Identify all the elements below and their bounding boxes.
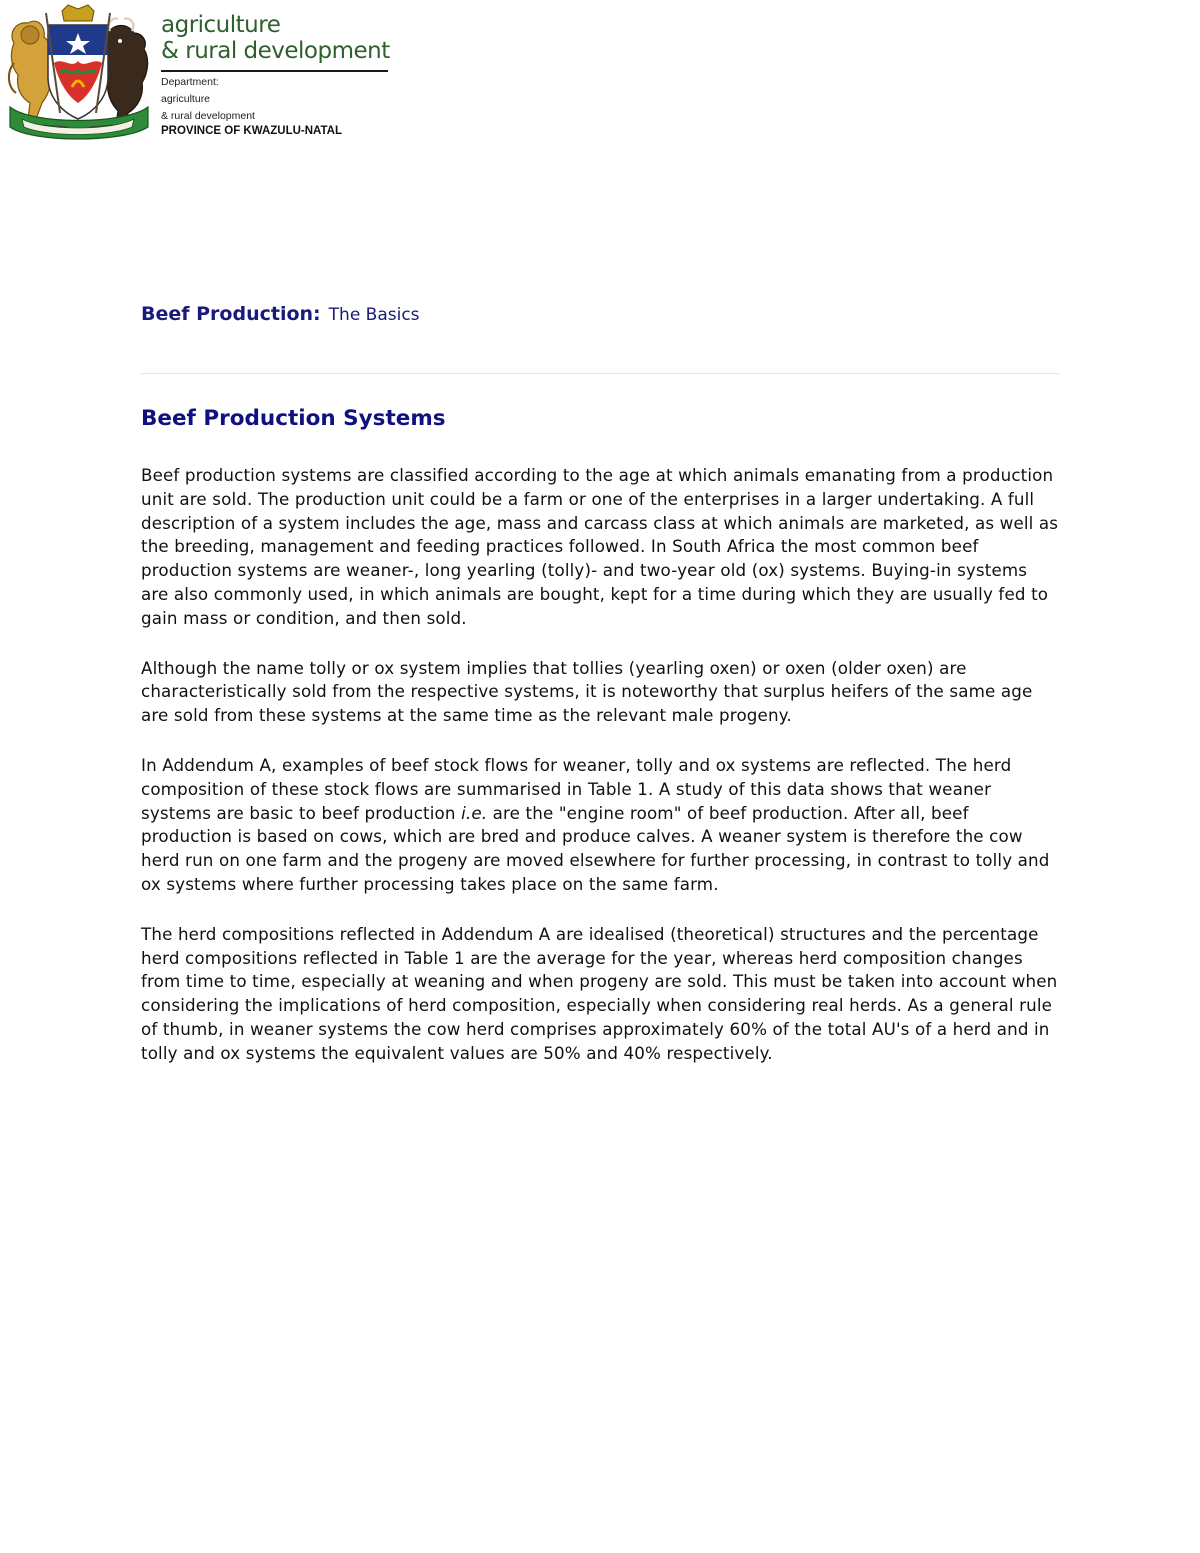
paragraph-4: The herd compositions reflected in Addendum A are idealised (theoretical) structures and the percentage herd compositions reflected in Table 1 are the average for the year, whereas herd composition changes from time to time, especially at weaning and when progeny are sold. This must be taken into account when considering the implications of herd composition, especially when considering real herds. As a general rule of thumb, in weaner systems the cow herd comprises approximately 60% of the total AU's of a herd and in tolly and ox systems the equivalent values are 50% and 40% respectively. xyxy=(141,923,1058,1063)
body-text xyxy=(141,464,1059,1092)
department-divider xyxy=(161,70,388,72)
paragraph-2: Although the name tolly or ox system implies that tollies (yearling oxen) or oxen (older oxen) are characteristically sold from the respective systems, it is noteworthy that surplus heifers of the same age are sold from these systems at the same time as the relevant male progeny. xyxy=(141,657,1033,726)
document-title-main: Beef Production: xyxy=(141,303,321,325)
document-title-subtitle: The Basics xyxy=(328,305,420,325)
coat-of-arms-icon xyxy=(2,3,154,141)
section-heading: Beef Production Systems xyxy=(141,406,446,431)
paragraph-3-part-1: In Addendum A, examples of beef stock flows for weaner, tolly and ox systems are reflected. The herd composition of these stock flows are summarised in Table 1. A study of this data shows that weaner systems are basic to beef production xyxy=(141,754,1012,823)
department-label-line3: & rural development xyxy=(161,110,255,122)
department-name-line1: agriculture xyxy=(161,12,281,38)
department-label-line2: agriculture xyxy=(161,93,211,105)
paragraph-3-italic: i.e. xyxy=(461,802,488,823)
department-block xyxy=(161,12,393,138)
letterhead xyxy=(0,0,400,145)
document-title xyxy=(141,303,420,325)
title-divider xyxy=(141,373,1059,374)
department-label: Department: xyxy=(161,76,219,88)
paragraph-1: Beef production systems are classified according to the age at which animals emanating from a production unit are sold. The production unit could be a farm or one of the enterprises in a larger undertaking. A full description of a system includes the age, mass and carcass class at which animals are marketed, as well as the breeding, management and feeding practices followed. In South Africa the most common beef production systems are weaner-, long yearling (tolly)- and two-year old (ox) systems. Buying-in systems are also commonly used, in which animals are bought, kept for a time during which they are usually fed to gain mass or condition, and then sold. xyxy=(141,465,1059,628)
province-name: PROVINCE OF KWAZULU-NATAL xyxy=(161,125,343,137)
paragraph-3 xyxy=(141,754,1059,897)
paragraph-3-part-2: are the "engine room" of beef production. After all, beef production is based on cows, which are bred and produce calves. A weaner system is therefore the cow herd run on one farm and the progeny are moved elsewhere for further processing, in contrast to tolly and ox systems where further processing takes place on the same farm. xyxy=(141,802,1050,894)
department-name-line2: & rural development xyxy=(161,38,390,64)
